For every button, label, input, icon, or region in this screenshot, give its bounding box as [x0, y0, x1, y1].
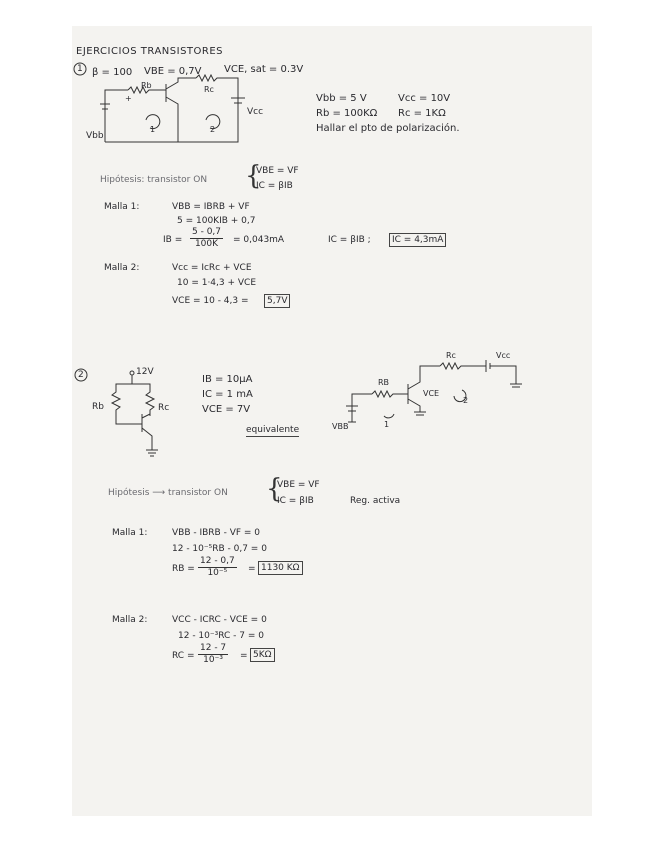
ex1-ib-label: IB = [163, 235, 183, 245]
circuit2-rb-label: Rb [92, 402, 104, 412]
hypothesis-2-label: Hipótesis ⟶ transistor ON [108, 488, 228, 498]
circuit1-vbb-label: Vbb [86, 131, 104, 141]
circuit1-loop1: 1 [150, 125, 156, 134]
ex1-malla1-eq2: 5 = 100KIB + 0,7 [177, 216, 256, 226]
ex1-malla2-eq1: Vcc = IcRc + VCE [172, 263, 252, 273]
given-vbb: Vbb = 5 V [316, 93, 367, 104]
ex1-ic-result: IC = 4,3mA [389, 233, 446, 247]
ex2-rc-result: 5KΩ [250, 648, 275, 662]
circuit2-voltage: 12V [136, 367, 154, 377]
ex2-rc-label: RC = [172, 651, 195, 661]
eq-circuit-rb-label: RB [378, 378, 390, 387]
vce-sat-value: VCE, sat = 0.3V [224, 64, 304, 75]
find-operating-point: Hallar el pto de polarización. [316, 123, 460, 134]
vbe-value: VBE = 0,7V [144, 66, 202, 77]
eq-circuit-rc-label: Rc [446, 351, 456, 360]
hypothesis-2-eq1: VBE = VF [277, 480, 320, 490]
hypothesis-2-brace: { [266, 474, 283, 504]
ex2-rb-fraction [198, 556, 237, 579]
equivalente-label: equivalente [246, 425, 300, 435]
ex1-ib-numerator: 5 - 0,7 [192, 227, 222, 237]
exercise-2-number: 2 [78, 370, 84, 380]
ex1-ib-result: = 0,043mA [233, 235, 285, 245]
ex1-ic-calc: IC = βIB ; [328, 235, 371, 245]
ex1-malla2-eq3: VCE = 10 - 4,3 = [172, 296, 249, 306]
active-region-label: Reg. activa [350, 496, 401, 506]
circuit1-rb-label: Rb [141, 81, 152, 90]
eq-circuit-loop1: 1 [384, 420, 390, 429]
eq-circuit-vce-label: VCE [423, 389, 440, 398]
ex2-rc-numerator: 12 - 7 [200, 643, 227, 653]
hypothesis-1-label: Hipótesis: transistor ON [100, 175, 208, 185]
ex2-rb-denominator: 10⁻⁵ [207, 568, 228, 578]
beta-value: β = 100 [92, 67, 133, 78]
ex2-malla2-eq1: VCC - ICRC - VCE = 0 [172, 615, 267, 625]
ex2-rb-result: 1130 KΩ [258, 561, 303, 575]
hypothesis-2-eq2: IC = βIB [277, 496, 314, 506]
circuit1-rc-label: Rc [204, 85, 214, 94]
circuit2-rc-label: Rc [158, 403, 170, 413]
ex2-malla1-eq1: VBB - IBRB - VF = 0 [172, 528, 261, 538]
exercise-1-number: 1 [77, 64, 83, 74]
ex2-rc-denominator: 10⁻³ [203, 655, 223, 665]
circuit1-plus: + [125, 94, 132, 103]
hypothesis-1-eq2: IC = βIB [256, 181, 293, 191]
ex2-rb-numerator: 12 - 0,7 [200, 556, 235, 566]
ex1-ib-fraction [190, 227, 223, 250]
ex1-malla1-label: Malla 1: [104, 202, 140, 212]
ex2-rb-label: RB = [172, 564, 195, 574]
ex1-ib-denominator: 100K [194, 239, 219, 249]
circuit-2-diagram [108, 368, 178, 460]
given-vce: VCE = 7V [202, 404, 251, 415]
circuit1-loop2: 2 [210, 125, 216, 134]
ex1-vce-result: 5,7V [264, 294, 290, 308]
given-vcc: Vcc = 10V [398, 93, 451, 104]
given-ic: IC = 1 mA [202, 389, 253, 400]
ex2-rc-fraction [198, 643, 228, 666]
eq-circuit-vbb-label: VBB [332, 422, 349, 431]
given-rb: Rb = 100KΩ [316, 108, 378, 119]
eq-circuit-vcc-label: Vcc [496, 351, 511, 360]
ex2-malla2-label: Malla 2: [112, 615, 148, 625]
ex2-malla1-eq2: 12 - 10⁻⁵RB - 0,7 = 0 [172, 544, 267, 554]
hypothesis-1-brace: { [245, 161, 262, 191]
given-rc: Rc = 1KΩ [398, 108, 446, 119]
ex2-malla1-label: Malla 1: [112, 528, 148, 538]
hypothesis-1-eq1: VBE = VF [256, 166, 299, 176]
eq-circuit-loop2: 2 [463, 396, 469, 405]
ex2-malla2-eq2: 12 - 10⁻³RC - 7 = 0 [178, 631, 265, 641]
ex1-malla2-eq2: 10 = 1·4,3 + VCE [177, 278, 257, 288]
circuit-1-diagram [100, 80, 250, 150]
ex1-malla2-label: Malla 2: [104, 263, 140, 273]
given-ib: IB = 10μA [202, 374, 253, 385]
page-title: EJERCICIOS TRANSISTORES [76, 46, 224, 57]
ex1-malla1-eq1: VBB = IBRB + VF [172, 202, 250, 212]
circuit1-vcc-label: Vcc [247, 107, 264, 117]
